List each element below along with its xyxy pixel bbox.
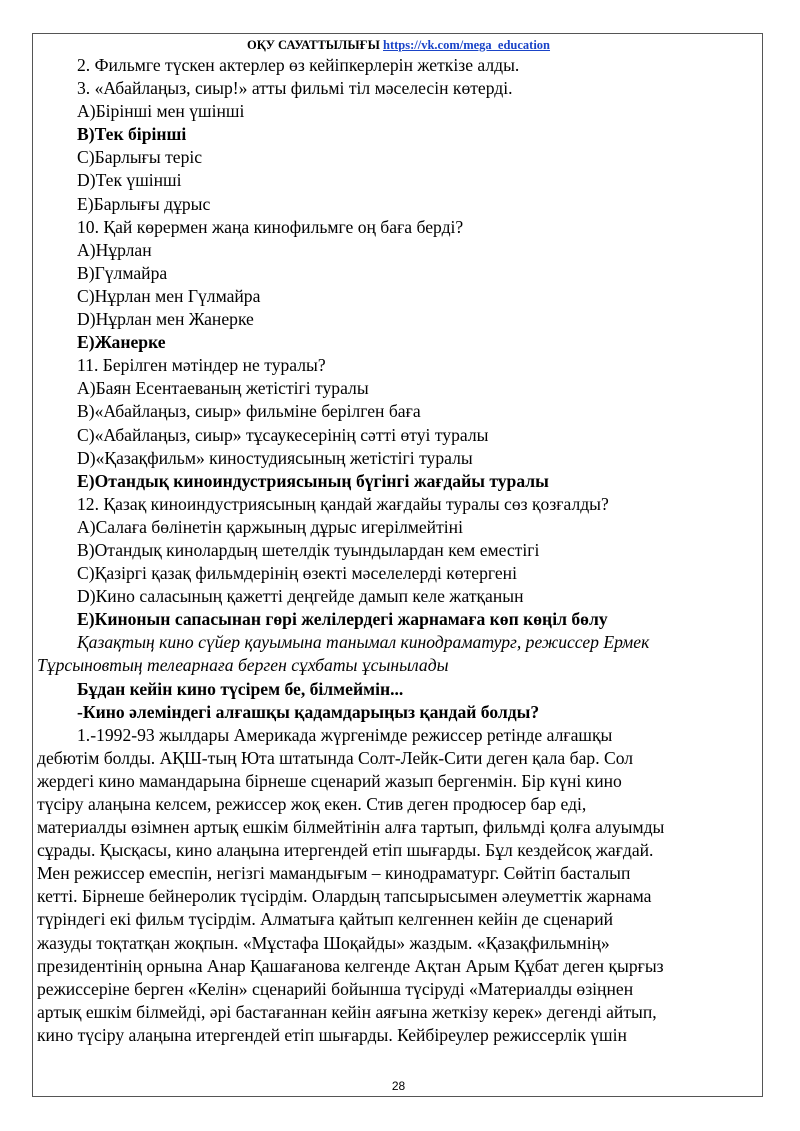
option-c: C)«Абайлаңыз, сиыр» тұсаукесерінің сәтті өтуі туралы bbox=[77, 424, 489, 445]
option-a: A)Нұрлан bbox=[77, 239, 152, 260]
paragraph-line: түсіру алаңына келсем, режиссер жоқ екен. Стив деген продюсер бар еді, bbox=[37, 794, 587, 814]
paragraph-line: түріндегі екі фильм түсірдім. Алматыға қайтып келгеннен кейін де сценарий bbox=[37, 909, 614, 930]
option-a: A)Баян Есентаеваның жетістігі туралы bbox=[77, 378, 369, 399]
paragraph-line: Мен режиссер емеспін, негізгі мамандығым – кинодраматург. Сөйтіп басталып bbox=[37, 863, 631, 884]
statement-3: 3. «Абайлаңыз, сиыр!» атты фильмі тіл мәселесін көтерді. bbox=[77, 78, 513, 99]
paragraph-line: президентінің орнына Анар Қашағанова келгенде Ақтан Арым Құбат деген қырғыз bbox=[37, 955, 664, 976]
statement-2: 2. Фильмге түскен актерлер өз кейіпкерлерін жеткізе алды. bbox=[77, 55, 520, 75]
option-a: A)Бірінші мен үшінші bbox=[77, 101, 245, 122]
article-title: Бұдан кейін кино түсірем бе, білмеймін... bbox=[77, 678, 404, 699]
paragraph-line: дебютім болды. АҚШ-тың Юта штатында Солт-Лейк-Сити деген қала бар. Сол bbox=[37, 747, 634, 768]
paragraph-line: кино түсіру алаңына итергендей етіп шығарды. Кейбіреулер режиссерлік үшін bbox=[37, 1024, 627, 1045]
option-d: D)Кино саласының қажетті деңгейде дамып келе жатқанын bbox=[77, 586, 524, 607]
option-b: B)«Абайлаңыз, сиыр» фильміне берілген баға bbox=[77, 401, 421, 422]
paragraph-line: материалды өзімнен артық ешкім білмейтінін алға тартып, фильмді қолға алуымды bbox=[37, 817, 665, 838]
option-e: E)Барлығы дұрыс bbox=[77, 193, 211, 214]
option-b-correct: B)Тек бірінші bbox=[77, 124, 187, 145]
option-b: B)Отандық кинолардың шетелдік туындылардан кем еместігі bbox=[77, 539, 540, 560]
header-link[interactable]: https://vk.com/mega_education bbox=[383, 38, 551, 52]
paragraph-line: артық ешкім білмейді, әрі бастағаннан кейін аяғына жеткізу керек» дегенді айтып, bbox=[37, 1001, 657, 1022]
option-c: C)Қазіргі қазақ фильмдерінің өзекті мәселелерді көтергені bbox=[77, 563, 517, 584]
option-e-correct: E)Отандық киноиндустриясының бүгінгі жағдайы туралы bbox=[77, 470, 549, 491]
option-d: D)Нұрлан мен Жанерке bbox=[77, 309, 254, 330]
page-header bbox=[33, 38, 764, 53]
question-12: 12. Қазақ киноиндустриясының қандай жағдайы туралы сөз қозғалды? bbox=[77, 493, 609, 514]
interview-question: -Кино әлеміндегі алғашқы қадамдарыңыз қандай болды? bbox=[77, 701, 540, 722]
option-a: A)Салаға бөлінетін қаржының дұрыс игерілмейтіні bbox=[77, 516, 463, 537]
page-content bbox=[33, 38, 764, 1047]
paragraph-line: 1.-1992-93 жылдары Америкада жүргенімде режиссер ретінде алғашқы bbox=[77, 724, 613, 745]
paragraph-line: режиссеріне берген «Келін» сценарийі бойынша түсіруді «Материалды өзіңнен bbox=[37, 978, 634, 999]
paragraph-line: жердегі кино мамандарына бірнеше сценарий жазып бергенмін. Бір күні кино bbox=[37, 770, 622, 791]
intro-italic-line-1: Қазақтың кино сүйер қауымына танымал кинодраматург, режиссер Ермек bbox=[77, 632, 650, 653]
option-b: B)Гүлмайра bbox=[77, 262, 168, 283]
question-11: 11. Берілген мәтіндер не туралы? bbox=[77, 355, 326, 376]
option-e-correct: E)Кинонын сапасынан гөрі желілердегі жарнамаға көп көңіл бөлу bbox=[77, 609, 608, 630]
option-d: D)Тек үшінші bbox=[77, 170, 182, 191]
paragraph-line: сұрады. Қысқасы, кино алаңына итергендей етіп шығарды. Бұл кездейсоқ жағдай. bbox=[37, 840, 654, 861]
header-title: ОҚУ САУАТТЫЛЫҒЫ bbox=[246, 38, 380, 52]
option-c: C)Нұрлан мен Гүлмайра bbox=[77, 285, 261, 306]
question-10: 10. Қай көрермен жаңа кинофильмге оң баға берді? bbox=[77, 216, 464, 237]
option-e-correct: E)Жанерке bbox=[77, 332, 166, 353]
page-frame bbox=[32, 33, 763, 1097]
option-d: D)«Қазақфильм» киностудиясының жетістігі туралы bbox=[77, 447, 473, 468]
page-number: 28 bbox=[391, 1079, 406, 1093]
intro-italic-line-2: Тұрсыновтың телеарнаға берген сұхбаты ұсынылады bbox=[37, 655, 449, 676]
paragraph-line: кетті. Бірнеше бейнеролик түсірдім. Олардың тапсырысымен әлеуметтік жарнама bbox=[37, 886, 652, 907]
option-c: C)Барлығы теріс bbox=[77, 147, 203, 168]
paragraph-line: жазуды тоқтатқан жоқпын. «Мұстафа Шоқайды» жаздым. «Қазақфильмнің» bbox=[37, 932, 610, 953]
